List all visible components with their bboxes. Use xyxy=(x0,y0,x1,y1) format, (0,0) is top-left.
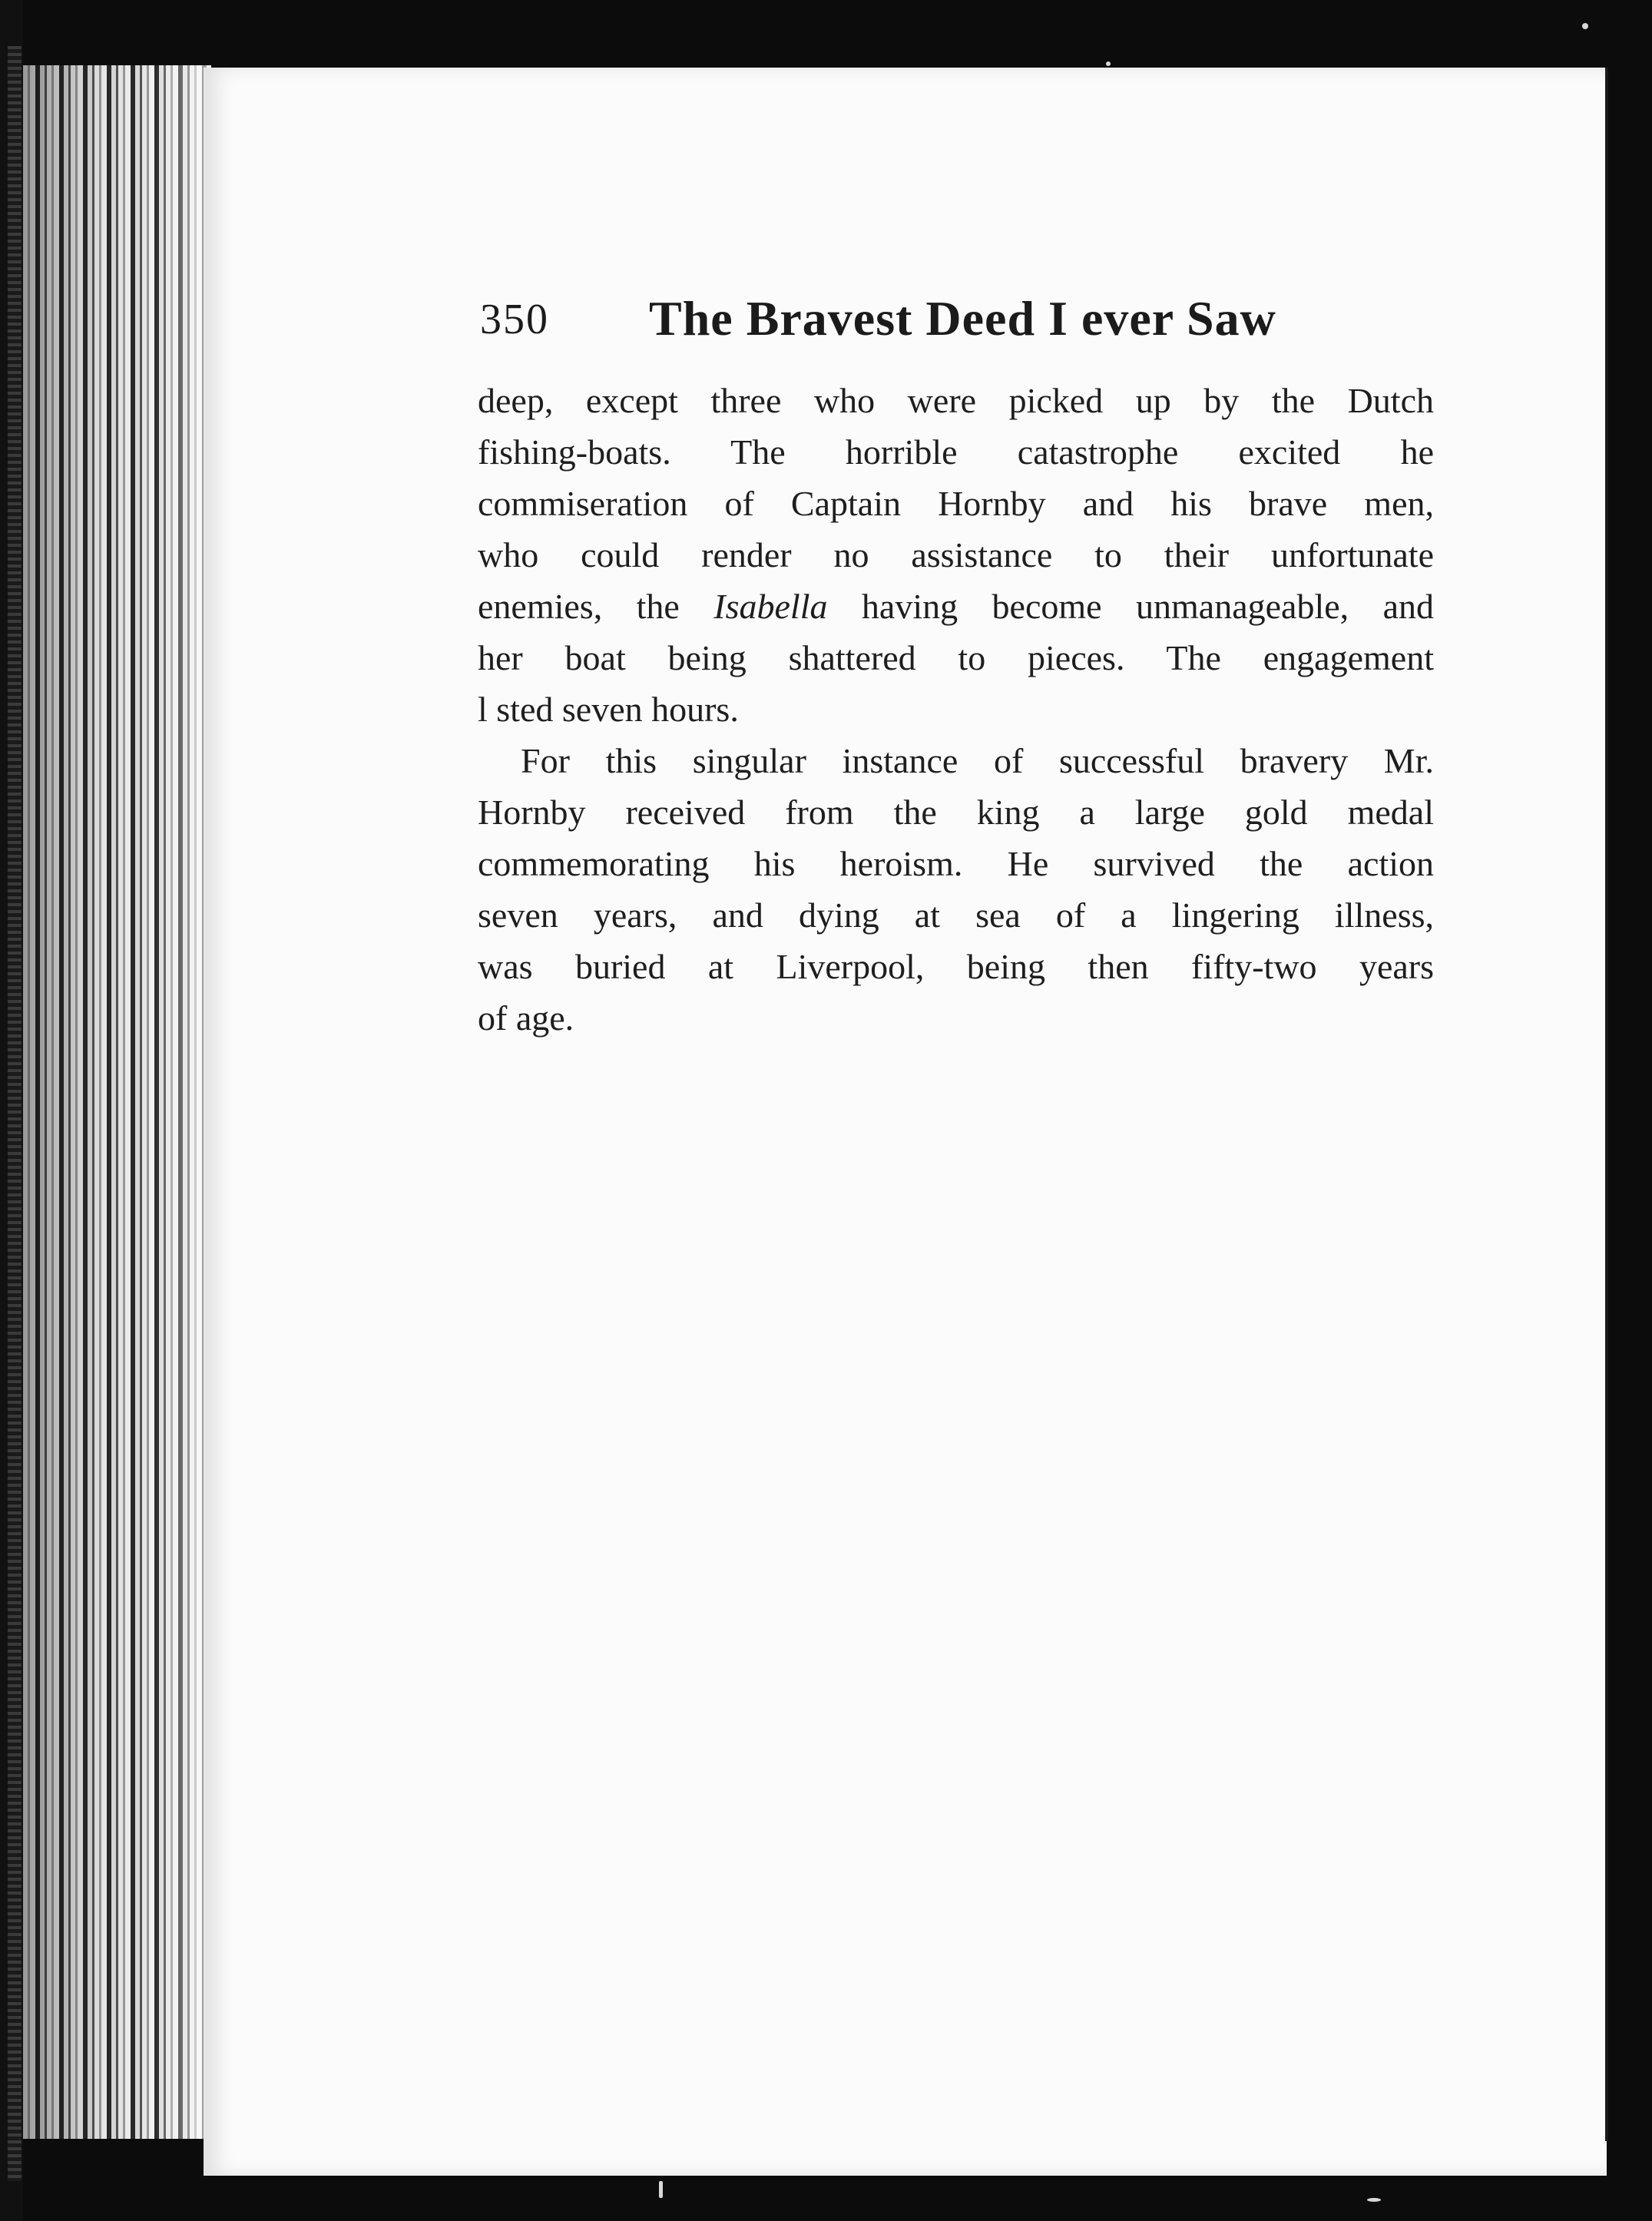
ship-name-italic: Isabella xyxy=(713,587,828,626)
dust-speck xyxy=(1582,23,1588,29)
text-line: l sted seven hours. xyxy=(478,690,739,729)
text-line: her boat being shattered to pieces. The engagement xyxy=(478,638,1434,677)
text-line: For this singular instance of successful bravery Mr. xyxy=(521,741,1434,780)
text-line: fishing-boats. The horrible catastrophe excited he xyxy=(478,432,1434,472)
text-line: seven years, and dying at sea of a lingering illness, xyxy=(478,895,1434,935)
running-title: The Bravest Deed I ever Saw xyxy=(649,291,1276,346)
dust-speck xyxy=(1106,61,1111,66)
text-line: commemorating his heroism. He survived the action xyxy=(478,844,1434,883)
body-text xyxy=(478,375,1434,1044)
text-line: deep, except three who were picked up by the Dutch xyxy=(478,381,1434,420)
page-number: 350 xyxy=(480,296,549,343)
text-line: who could render no assistance to their unfortunate xyxy=(478,535,1434,574)
paragraph xyxy=(478,375,1434,735)
text-line xyxy=(478,581,1434,632)
text-fragment: having become unmanageable, and xyxy=(827,587,1434,626)
scan-border-right xyxy=(1608,0,1652,2221)
paragraph xyxy=(478,735,1434,1044)
book-edge-shading xyxy=(23,65,211,2139)
dust-speck xyxy=(659,2181,663,2198)
text-line: commiseration of Captain Hornby and his brave men, xyxy=(478,484,1434,523)
dust-speck xyxy=(1367,2198,1381,2202)
page-header xyxy=(480,290,1283,352)
text-fragment: enemies, the xyxy=(478,587,714,626)
text-line: Hornby received from the king a large gold medal xyxy=(478,793,1434,832)
text-line: was buried at Liverpool, being then fifty-two years xyxy=(478,947,1434,986)
text-line: of age. xyxy=(478,998,574,1038)
book-cover-edge xyxy=(8,46,22,2181)
